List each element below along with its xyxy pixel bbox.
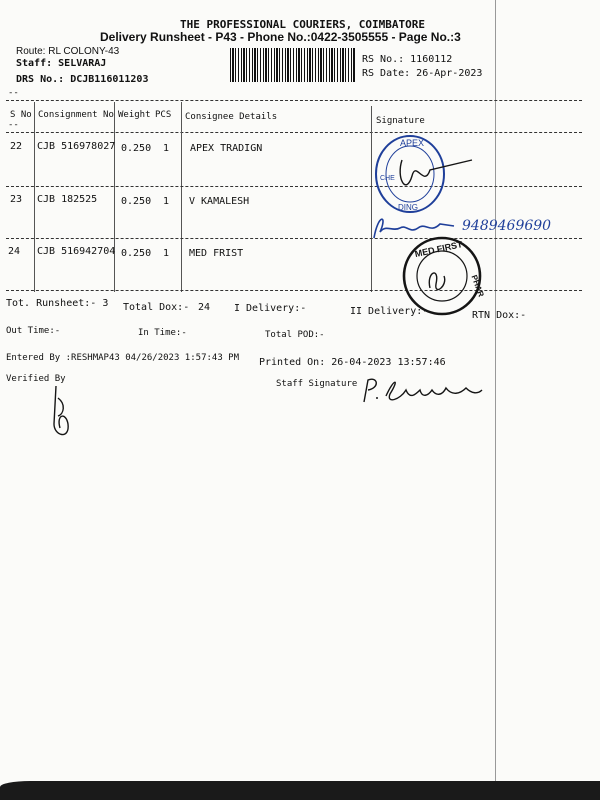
table-bottom-rule xyxy=(6,290,582,291)
table-top-dash: -- xyxy=(8,88,19,98)
row-rule xyxy=(6,186,582,187)
col-divider-2 xyxy=(114,102,115,292)
header-consignee: Consignee Details xyxy=(185,112,278,122)
row-sno: 22 xyxy=(10,141,23,152)
tot-runsheet: Tot. Runsheet:- 3 xyxy=(6,298,109,309)
ii-delivery: II Delivery:- xyxy=(350,306,429,317)
barcode xyxy=(230,48,356,82)
col-divider-3 xyxy=(181,102,182,292)
out-time: Out Time:- xyxy=(6,326,61,336)
row-consignment: CJB 182525 xyxy=(37,194,98,205)
drs-label: DRS No.: xyxy=(16,74,65,85)
row-consignment: CJB 516942704 xyxy=(37,246,116,257)
printed-on: Printed On: 26-04-2023 13:57:46 xyxy=(259,357,446,368)
total-dox-label: Total Dox:- xyxy=(123,302,190,313)
rtn-dox: RTN Dox:- xyxy=(472,310,527,321)
row-consignment: CJB 516978027 xyxy=(37,141,116,152)
header-pcs: PCS xyxy=(155,110,172,120)
row-pcs: 1 xyxy=(163,248,170,259)
entered-by: Entered By :RESHMAP43 04/26/2023 1:57:43 PM xyxy=(6,353,239,363)
row-consignee: MED FRIST xyxy=(189,248,244,259)
verified-signature xyxy=(48,384,78,440)
row-consignee: V KAMALESH xyxy=(189,196,250,207)
row-pcs: 1 xyxy=(163,196,170,207)
staff-signature xyxy=(360,374,500,408)
row-sno: 24 xyxy=(8,246,21,257)
col-divider-1 xyxy=(34,102,35,292)
scan-bottom-shadow xyxy=(0,781,600,800)
row-weight: 0.250 xyxy=(121,143,152,154)
rs-date: RS Date: 26-Apr-2023 xyxy=(362,68,483,79)
i-delivery: I Delivery:- xyxy=(234,303,307,314)
staff-row xyxy=(16,58,106,69)
med-stamp-right-text: PHAR xyxy=(469,273,486,299)
staff-label: Staff: xyxy=(16,58,53,69)
drs-row xyxy=(16,74,148,85)
rs-number: RS No.: 1160112 xyxy=(362,54,453,65)
header-weight: Weight xyxy=(118,110,151,120)
total-pod: Total POD:- xyxy=(265,330,325,340)
total-dox-value: 24 xyxy=(198,302,211,313)
staff-value: SELVARAJ xyxy=(58,58,107,69)
table-top-rule xyxy=(6,100,582,101)
row-consignee: APEX TRADIGN xyxy=(190,143,263,154)
med-stamp-top-text: MED FIRST xyxy=(413,239,464,260)
row-pcs: 1 xyxy=(163,143,170,154)
row-weight: 0.250 xyxy=(121,196,152,207)
verified-by-label: Verified By xyxy=(6,374,66,384)
route-label: Route: RL COLONY-43 xyxy=(16,46,120,57)
in-time: In Time:- xyxy=(138,328,187,338)
staff-signature-label: Staff Signature xyxy=(276,379,358,389)
header-consignment: Consignment No xyxy=(38,110,114,120)
runsheet-subtitle: Delivery Runsheet - P43 - Phone No.:0422-3505555 - Page No.:3 xyxy=(100,30,461,44)
header-signature: Signature xyxy=(376,116,425,126)
drs-value: DCJB116011203 xyxy=(70,74,149,85)
apex-stamp-bottom-text: DING xyxy=(398,203,418,212)
row-sno: 23 xyxy=(10,194,23,205)
apex-stamp-mid-text: CHE xyxy=(380,175,395,182)
handwritten-phone: 9489469690 xyxy=(462,218,552,234)
table-sub-dash: -- xyxy=(8,120,19,130)
company-title: THE PROFESSIONAL COURIERS, COIMBATORE xyxy=(180,18,426,31)
table-header-rule xyxy=(6,132,582,133)
header-sno: S No xyxy=(10,110,32,120)
row-weight: 0.250 xyxy=(121,248,152,259)
apex-stamp-top-text: APEX xyxy=(400,138,425,148)
